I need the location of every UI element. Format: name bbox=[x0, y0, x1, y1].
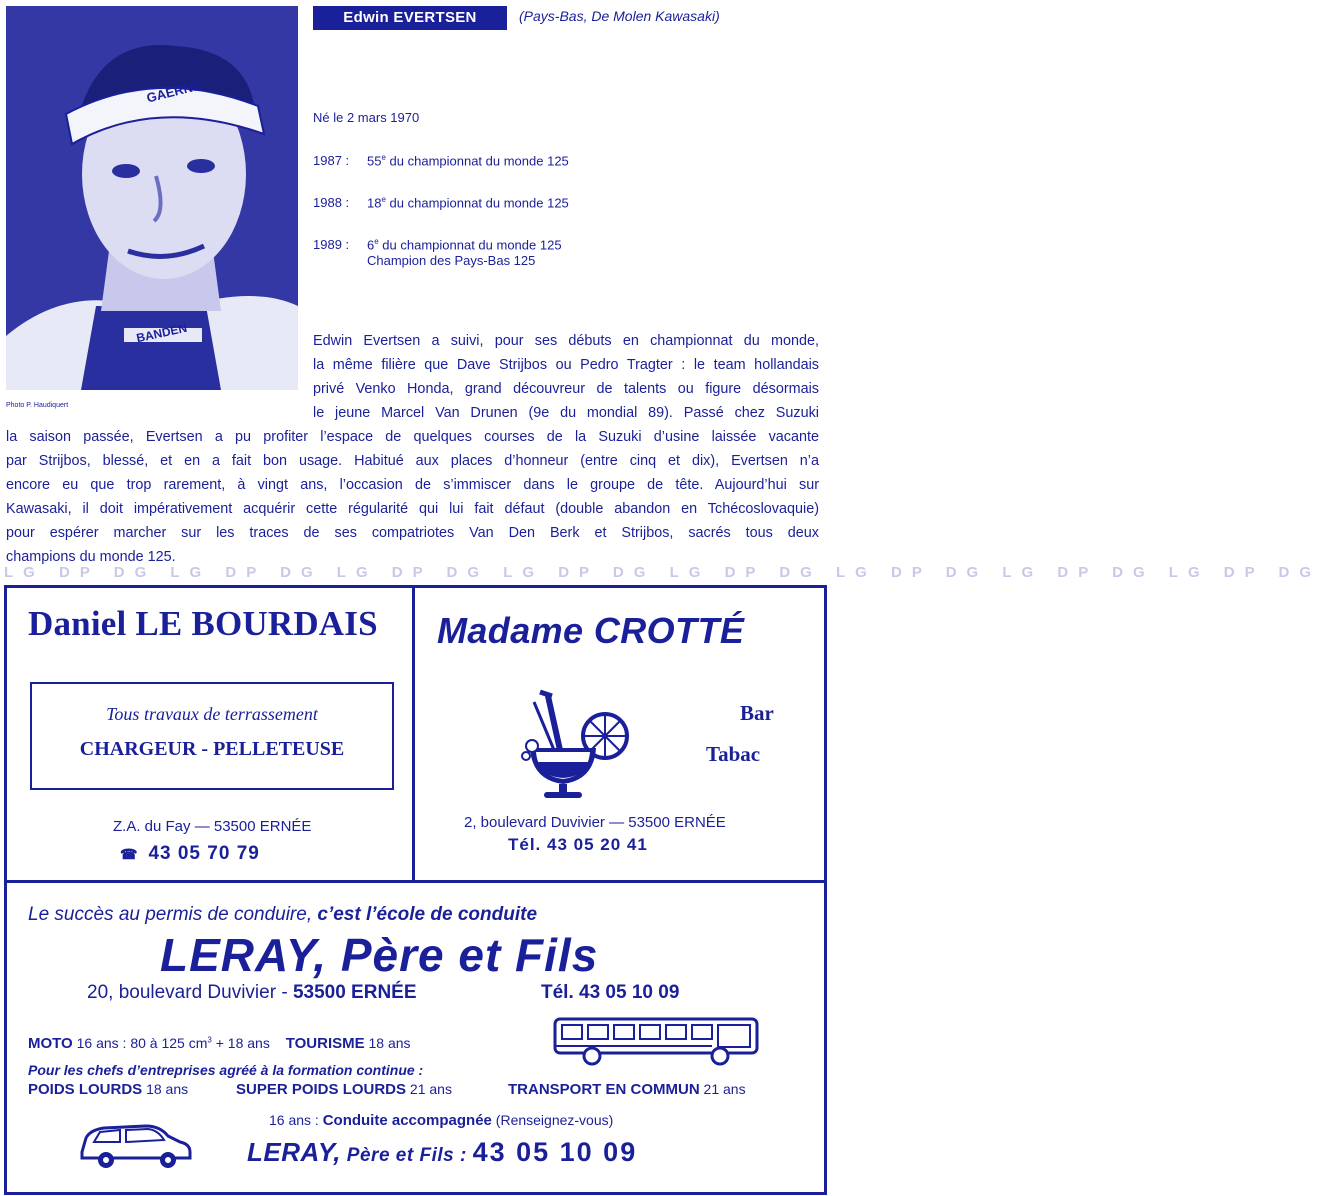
leray-moto-line bbox=[28, 1035, 411, 1052]
transport-text: 21 ans bbox=[699, 1081, 746, 1097]
lebourdais-phone-number: 43 05 70 79 bbox=[148, 843, 260, 864]
tourisme-text: 18 ans bbox=[364, 1035, 411, 1051]
super-label: SUPER POIDS LOURDS bbox=[236, 1081, 407, 1098]
moto-text-b: + 18 ans bbox=[211, 1035, 270, 1051]
paragraph-line: la même filière que Dave Strijbos ou Pedro Tragter : le team hollandais bbox=[313, 357, 819, 373]
paragraph-line: par Strijbos, blessé, et en a fait bon usage. Habitué aux places d’honneur (entre cinq et dix), Evertsen n’a bbox=[6, 453, 819, 469]
leray-phone: Tél. 43 05 10 09 bbox=[541, 982, 680, 1003]
footer-sub: Père et Fils : bbox=[341, 1145, 473, 1166]
result-1989 bbox=[313, 237, 562, 252]
paragraph-line: encore eu que trop rarement, à vingt ans, l’occasion de s’immiscer dans le groupe de tête. Aujourd’hui sur bbox=[6, 477, 819, 493]
leray-slogan-start: Le succès au permis de conduire, bbox=[28, 904, 318, 925]
footer-phone: 43 05 10 09 bbox=[472, 1137, 638, 1167]
result-sup: e bbox=[381, 153, 386, 162]
paragraph-line: champions du monde 125. bbox=[6, 549, 176, 565]
result-rank: 18 bbox=[367, 195, 382, 211]
leray-address bbox=[87, 982, 417, 1004]
lebourdais-phone bbox=[120, 843, 260, 865]
moto-sup: 3 bbox=[207, 1035, 212, 1045]
ads-divider-vertical bbox=[412, 585, 415, 882]
crotte-tabac-label: Tabac bbox=[706, 742, 761, 766]
telephone-icon: ☎ bbox=[120, 846, 139, 862]
result-text: du championnat du monde 125 bbox=[385, 153, 569, 169]
accomp-age: 16 ans : bbox=[269, 1112, 323, 1128]
result-year: 1988 : bbox=[313, 195, 350, 211]
leray-poids-line bbox=[28, 1081, 188, 1098]
paragraph-line: pour espérer marcher sur les traces de ses compatriotes Van Den Berk et Strijbos, sacrés tous deux bbox=[6, 525, 819, 541]
paragraph-line: privé Venko Honda, grand découvreur de talents ou figure désormais bbox=[313, 381, 819, 397]
footer-name: LERAY, bbox=[247, 1137, 342, 1167]
result-rank: 55 bbox=[367, 153, 382, 169]
rider-team: (Pays-Bas, De Molen Kawasaki) bbox=[519, 8, 720, 24]
accomp-label: Conduite accompagnée bbox=[322, 1112, 492, 1129]
leray-slogan bbox=[28, 904, 537, 926]
leray-super-line bbox=[236, 1081, 452, 1098]
paragraph-line: la saison passée, Evertsen a pu profiter l’espace de quelques courses de la Suzuki d’usine laissée vacante bbox=[6, 429, 819, 445]
crotte-phone: Tél. 43 05 20 41 bbox=[508, 835, 648, 854]
leray-title: LERAY, Père et Fils bbox=[160, 929, 599, 981]
paragraph-line: le jeune Marcel Van Drunen (9e du mondial 89). Passé chez Suzuki bbox=[313, 405, 819, 421]
lebourdais-services: Tous travaux de terrassement bbox=[106, 704, 318, 724]
lebourdais-title: Daniel LE BOURDAIS bbox=[28, 604, 378, 643]
leray-slogan-end: c’est l’école de conduite bbox=[317, 904, 538, 925]
jersey-text: BANDEN bbox=[135, 320, 189, 346]
moto-text: 16 ans : 80 à 125 cm bbox=[72, 1035, 208, 1051]
result-1987 bbox=[313, 153, 569, 168]
ads-frame bbox=[4, 585, 827, 1195]
leray-formation: Pour les chefs d’entreprises agréé à la formation continue : bbox=[28, 1062, 424, 1078]
lebourdais-machines: CHARGEUR - PELLETEUSE bbox=[79, 738, 345, 760]
poids-text: 18 ans bbox=[142, 1081, 189, 1097]
rider-name: Edwin EVERTSEN bbox=[313, 6, 507, 30]
poids-label: POIDS LOURDS bbox=[28, 1081, 143, 1098]
bus-icon bbox=[552, 1016, 762, 1071]
rider-photo bbox=[6, 6, 298, 390]
result-1989-extra: Champion des Pays-Bas 125 bbox=[367, 253, 536, 268]
result-1988 bbox=[313, 195, 569, 210]
birth-date: Né le 2 mars 1970 bbox=[313, 110, 420, 125]
moto-label: MOTO bbox=[28, 1035, 73, 1052]
crotte-address: 2, boulevard Duvivier — 53500 ERNÉE bbox=[464, 814, 726, 831]
car-icon bbox=[76, 1118, 196, 1175]
headband-text: GAERNE bbox=[145, 77, 203, 106]
tourisme-label: TOURISME bbox=[285, 1035, 365, 1052]
leray-accompagnee-line bbox=[269, 1112, 613, 1129]
cocktail-glass-icon bbox=[510, 692, 640, 807]
leray-transport-line bbox=[508, 1081, 746, 1098]
result-text: du championnat du monde 125 bbox=[385, 195, 569, 211]
crotte-title: Madame CROTTÉ bbox=[437, 610, 745, 651]
leray-street: 20, boulevard Duvivier - bbox=[87, 982, 293, 1003]
crotte-bar-label: Bar bbox=[740, 701, 774, 725]
accomp-note: (Renseignez-vous) bbox=[491, 1112, 614, 1128]
paragraph-line: Kawasaki, il doit impérativement acquérir cette régularité qui lui fait défaut (double abandon en Tchécoslovaquie) bbox=[6, 501, 819, 517]
lebourdais-box bbox=[30, 682, 394, 790]
result-rank: 6 bbox=[367, 237, 375, 253]
lebourdais-address: Z.A. du Fay — 53500 ERNÉE bbox=[113, 818, 312, 835]
ads-divider-horizontal bbox=[4, 880, 827, 883]
transport-label: TRANSPORT EN COMMUN bbox=[508, 1081, 700, 1098]
result-year: 1987 : bbox=[313, 153, 350, 169]
leray-footer bbox=[247, 1137, 637, 1168]
result-year: 1989 : bbox=[313, 237, 350, 253]
leray-city: 53500 ERNÉE bbox=[292, 982, 417, 1003]
photo-credit: Photo P. Haudiquert bbox=[6, 402, 69, 409]
result-sup: e bbox=[374, 237, 379, 246]
super-text: 21 ans bbox=[406, 1081, 452, 1097]
result-sup: e bbox=[381, 195, 386, 204]
result-text: du championnat du monde 125 bbox=[378, 237, 562, 253]
watermark-strip: LG DP DG LG DP DG LG DP DG LG DP DG LG DP DG LG DP DG LG DP DG LG DP DG bbox=[4, 564, 1321, 581]
paragraph-line: Edwin Evertsen a suivi, pour ses débuts en championnat du monde, bbox=[313, 333, 819, 349]
